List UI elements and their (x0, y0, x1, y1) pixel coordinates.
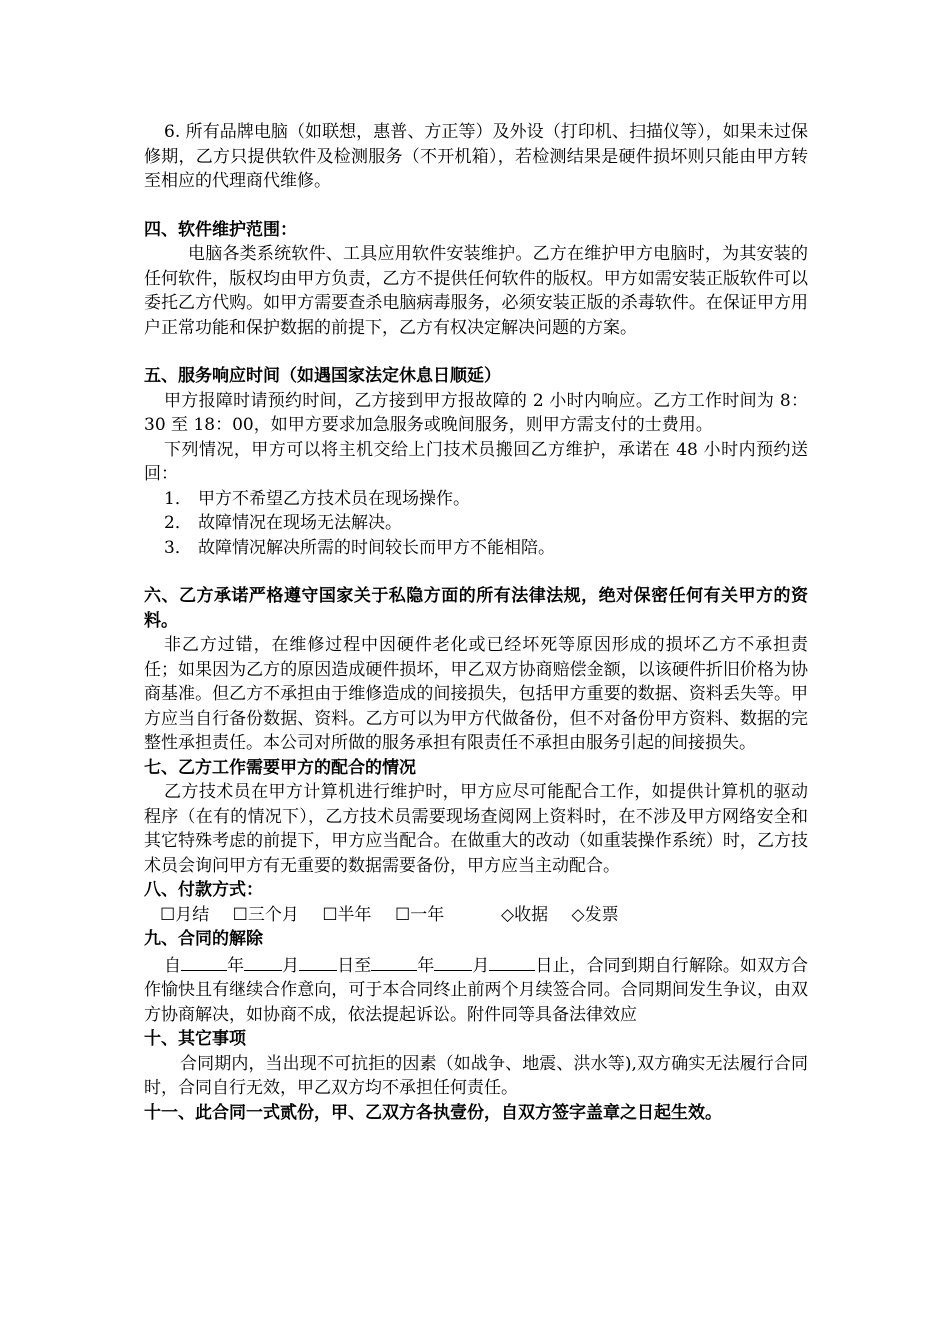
section-9-heading: 九、合同的解除 (144, 929, 263, 949)
list-item: 3． 故障情况解决所需的时间较长而甲方不能相陪。 (164, 537, 555, 558)
document-page (144, 120, 808, 1125)
section-10-heading: 十、其它事项 (144, 1029, 246, 1049)
section-5-paragraph-2: 下列情况，甲方可以将主机交给上门技术员搬回乙方维护，承诺在 48 小时内预约送回： (144, 439, 808, 484)
list-item: 2． 故障情况在现场无法解决。 (164, 513, 402, 533)
section-8-heading: 八、付款方式： (144, 880, 263, 900)
option-invoice[interactable]: ◇发票 (571, 904, 619, 925)
clause-3-item-6: 6. 所有品牌电脑（如联想，惠普、方正等）及外设（打印机、扫描仪等），如果未过保修期，乙方只提供软件及检测服务（不开机箱），若检测结果是硬件损坏则只能由甲方转至相应的代理商代维修。 (144, 122, 808, 191)
checkbox-three-months[interactable]: ☐三个月 (232, 904, 299, 925)
section-6-body: 非乙方过错，在维修过程中因硬件老化或已经坏死等原因形成的损坏乙方不承担责任；如果因为乙方的原因造成硬件损坏，甲乙双方协商赔偿金额，以该硬件折旧价格为协商基准。但乙方不承担由于维修造成的间接损失，包括甲方重要的数据、资料丢失等。甲方应当自行备份数据、资料。乙方可以为甲方代做备份，但不对备份甲方资料、数据的完整性承担责任。本公司对所做的服务承担有限责任不承担由服务引起的间接损失。 (144, 635, 808, 753)
end-month-blank[interactable] (434, 952, 472, 971)
section-9-body: 自 年 月 日至 年 月 日止，合同到期自行解除。如双方合作愉快且有继续合作意向，可于本合同终止前两个月续签合同。合同期间发生争议，由双方协商解决，如协商不成，依法提起诉讼。附件同等具备法律效应 (144, 952, 808, 1028)
section-4-body: 电脑各类系统软件、工具应用软件安装维护。乙方在维护甲方电脑时，为其安装的任何软件，版权均由甲方负责，乙方不提供任何软件的版权。甲方如需安装正版软件可以委托乙方代购。如甲方需要查杀电脑病毒服务，必须安装正版的杀毒软件。在保证甲方用户正常功能和保护数据的前提下，乙方有权决定解决问题的方案。 (144, 244, 808, 338)
option-receipt[interactable]: ◇收据 (501, 904, 549, 925)
section-10-body: 合同期内，当出现不可抗拒的因素（如战争、地震、洪水等),双方确实无法履行合同时，合同自行无效，甲乙双方均不承担任何责任。 (144, 1053, 808, 1098)
start-year-blank[interactable] (181, 952, 227, 971)
section-5-heading: 五、服务响应时间（如遇国家法定休息日顺延） (144, 366, 501, 386)
end-year-blank[interactable] (371, 952, 417, 971)
section-4-heading: 四、软件维护范围： (144, 219, 297, 240)
section-11-heading: 十一、此合同一式贰份，甲、乙双方各执壹份，自双方签字盖章之日起生效。 (144, 1102, 722, 1123)
checkbox-monthly[interactable]: ☐月结 (160, 904, 210, 925)
payment-options (144, 903, 808, 928)
section-5-paragraph-1: 甲方报障时请预约时间，乙方接到甲方报故障的 2 小时内响应。乙方工作时间为 8：30 至 18：00，如甲方要求加急服务或晚间服务，则甲方需支付的士费用。 (144, 390, 808, 435)
checkbox-half-year[interactable]: ☐半年 (322, 904, 372, 925)
list-item: 1． 甲方不希望乙方技术员在现场操作。 (164, 488, 470, 509)
section-7-body: 乙方技术员在甲方计算机进行维护时，甲方应尽可能配合工作，如提供计算机的驱动程序（在有的情况下），乙方技术员需要现场查阅网上资料时，在不涉及甲方网络安全和其它特殊考虑的前提下，甲方应当配合。在做重大的改动（如重装操作系统）时，乙方技术员会询问甲方有无重要的数据需要备份，甲方应当主动配合。 (144, 782, 808, 876)
section-6-heading: 六、乙方承诺严格遵守国家关于私隐方面的所有法律法规，绝对保密任何有关甲方的资料。 (144, 586, 808, 631)
section-7-heading: 七、乙方工作需要甲方的配合的情况 (144, 757, 416, 778)
start-month-blank[interactable] (244, 952, 282, 971)
end-day-blank[interactable] (489, 952, 535, 971)
start-day-blank[interactable] (299, 952, 337, 971)
checkbox-one-year[interactable]: ☐一年 (394, 904, 445, 925)
